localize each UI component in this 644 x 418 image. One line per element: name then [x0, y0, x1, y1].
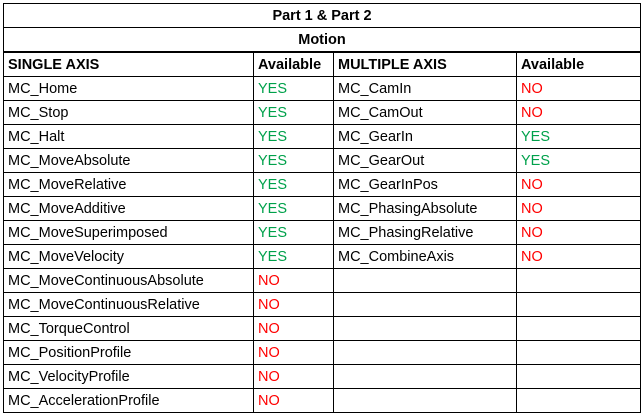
table-row: [4, 77, 641, 101]
multiple-axis-function: MC_PhasingRelative: [334, 221, 517, 245]
single-axis-available: YES: [254, 125, 334, 149]
table-title: Part 1 & Part 2: [4, 4, 641, 28]
single-axis-available: NO: [254, 317, 334, 341]
multiple-axis-available: NO: [517, 77, 641, 101]
table-row: [4, 125, 641, 149]
multiple-axis-available: NO: [517, 221, 641, 245]
multiple-axis-function: [334, 317, 517, 341]
single-axis-function: MC_MoveRelative: [4, 173, 254, 197]
motion-function-table: [3, 3, 641, 413]
single-axis-available: YES: [254, 245, 334, 269]
title-row: [4, 4, 641, 28]
multiple-axis-function: MC_GearIn: [334, 125, 517, 149]
multiple-axis-available: NO: [517, 197, 641, 221]
multiple-axis-function: [334, 269, 517, 293]
multiple-axis-available: [517, 293, 641, 317]
multiple-axis-function: MC_GearOut: [334, 149, 517, 173]
single-axis-function: MC_MoveSuperimposed: [4, 221, 254, 245]
multiple-axis-function: MC_GearInPos: [334, 173, 517, 197]
table-row: [4, 269, 641, 293]
single-axis-available: YES: [254, 197, 334, 221]
table-row: [4, 317, 641, 341]
header-single-axis: SINGLE AXIS: [4, 52, 254, 77]
multiple-axis-available: [517, 365, 641, 389]
single-axis-available: NO: [254, 365, 334, 389]
multiple-axis-function: MC_CombineAxis: [334, 245, 517, 269]
multiple-axis-function: [334, 365, 517, 389]
table-row: [4, 293, 641, 317]
single-axis-available: YES: [254, 101, 334, 125]
single-axis-function: MC_Halt: [4, 125, 254, 149]
multiple-axis-function: [334, 293, 517, 317]
single-axis-available: YES: [254, 77, 334, 101]
table-row: [4, 197, 641, 221]
single-axis-available: NO: [254, 269, 334, 293]
single-axis-function: MC_TorqueControl: [4, 317, 254, 341]
multiple-axis-available: [517, 341, 641, 365]
single-axis-function: MC_MoveAbsolute: [4, 149, 254, 173]
multiple-axis-function: MC_PhasingAbsolute: [334, 197, 517, 221]
single-axis-function: MC_MoveContinuousAbsolute: [4, 269, 254, 293]
single-axis-function: MC_Home: [4, 77, 254, 101]
single-axis-available: NO: [254, 341, 334, 365]
header-row: [4, 52, 641, 77]
header-multiple-available: Available: [517, 52, 641, 77]
multiple-axis-available: NO: [517, 173, 641, 197]
header-multiple-axis: MULTIPLE AXIS: [334, 52, 517, 77]
single-axis-available: NO: [254, 293, 334, 317]
table-row: [4, 173, 641, 197]
table-row: [4, 221, 641, 245]
single-axis-available: YES: [254, 173, 334, 197]
multiple-axis-available: [517, 389, 641, 413]
table-row: [4, 389, 641, 413]
single-axis-available: YES: [254, 221, 334, 245]
table-row: [4, 365, 641, 389]
multiple-axis-available: [517, 269, 641, 293]
single-axis-function: MC_MoveContinuousRelative: [4, 293, 254, 317]
single-axis-function: MC_PositionProfile: [4, 341, 254, 365]
multiple-axis-available: NO: [517, 245, 641, 269]
single-axis-function: MC_MoveAdditive: [4, 197, 254, 221]
multiple-axis-available: NO: [517, 101, 641, 125]
multiple-axis-function: MC_CamOut: [334, 101, 517, 125]
single-axis-function: MC_Stop: [4, 101, 254, 125]
header-single-available: Available: [254, 52, 334, 77]
multiple-axis-available: YES: [517, 125, 641, 149]
multiple-axis-function: [334, 389, 517, 413]
table-row: [4, 245, 641, 269]
table-row: [4, 149, 641, 173]
subtitle-row: [4, 28, 641, 53]
table-row: [4, 341, 641, 365]
single-axis-function: MC_MoveVelocity: [4, 245, 254, 269]
single-axis-available: YES: [254, 149, 334, 173]
table-row: [4, 101, 641, 125]
multiple-axis-function: [334, 341, 517, 365]
multiple-axis-available: [517, 317, 641, 341]
table-subtitle: Motion: [4, 28, 641, 53]
single-axis-function: MC_AccelerationProfile: [4, 389, 254, 413]
single-axis-available: NO: [254, 389, 334, 413]
multiple-axis-available: YES: [517, 149, 641, 173]
multiple-axis-function: MC_CamIn: [334, 77, 517, 101]
single-axis-function: MC_VelocityProfile: [4, 365, 254, 389]
